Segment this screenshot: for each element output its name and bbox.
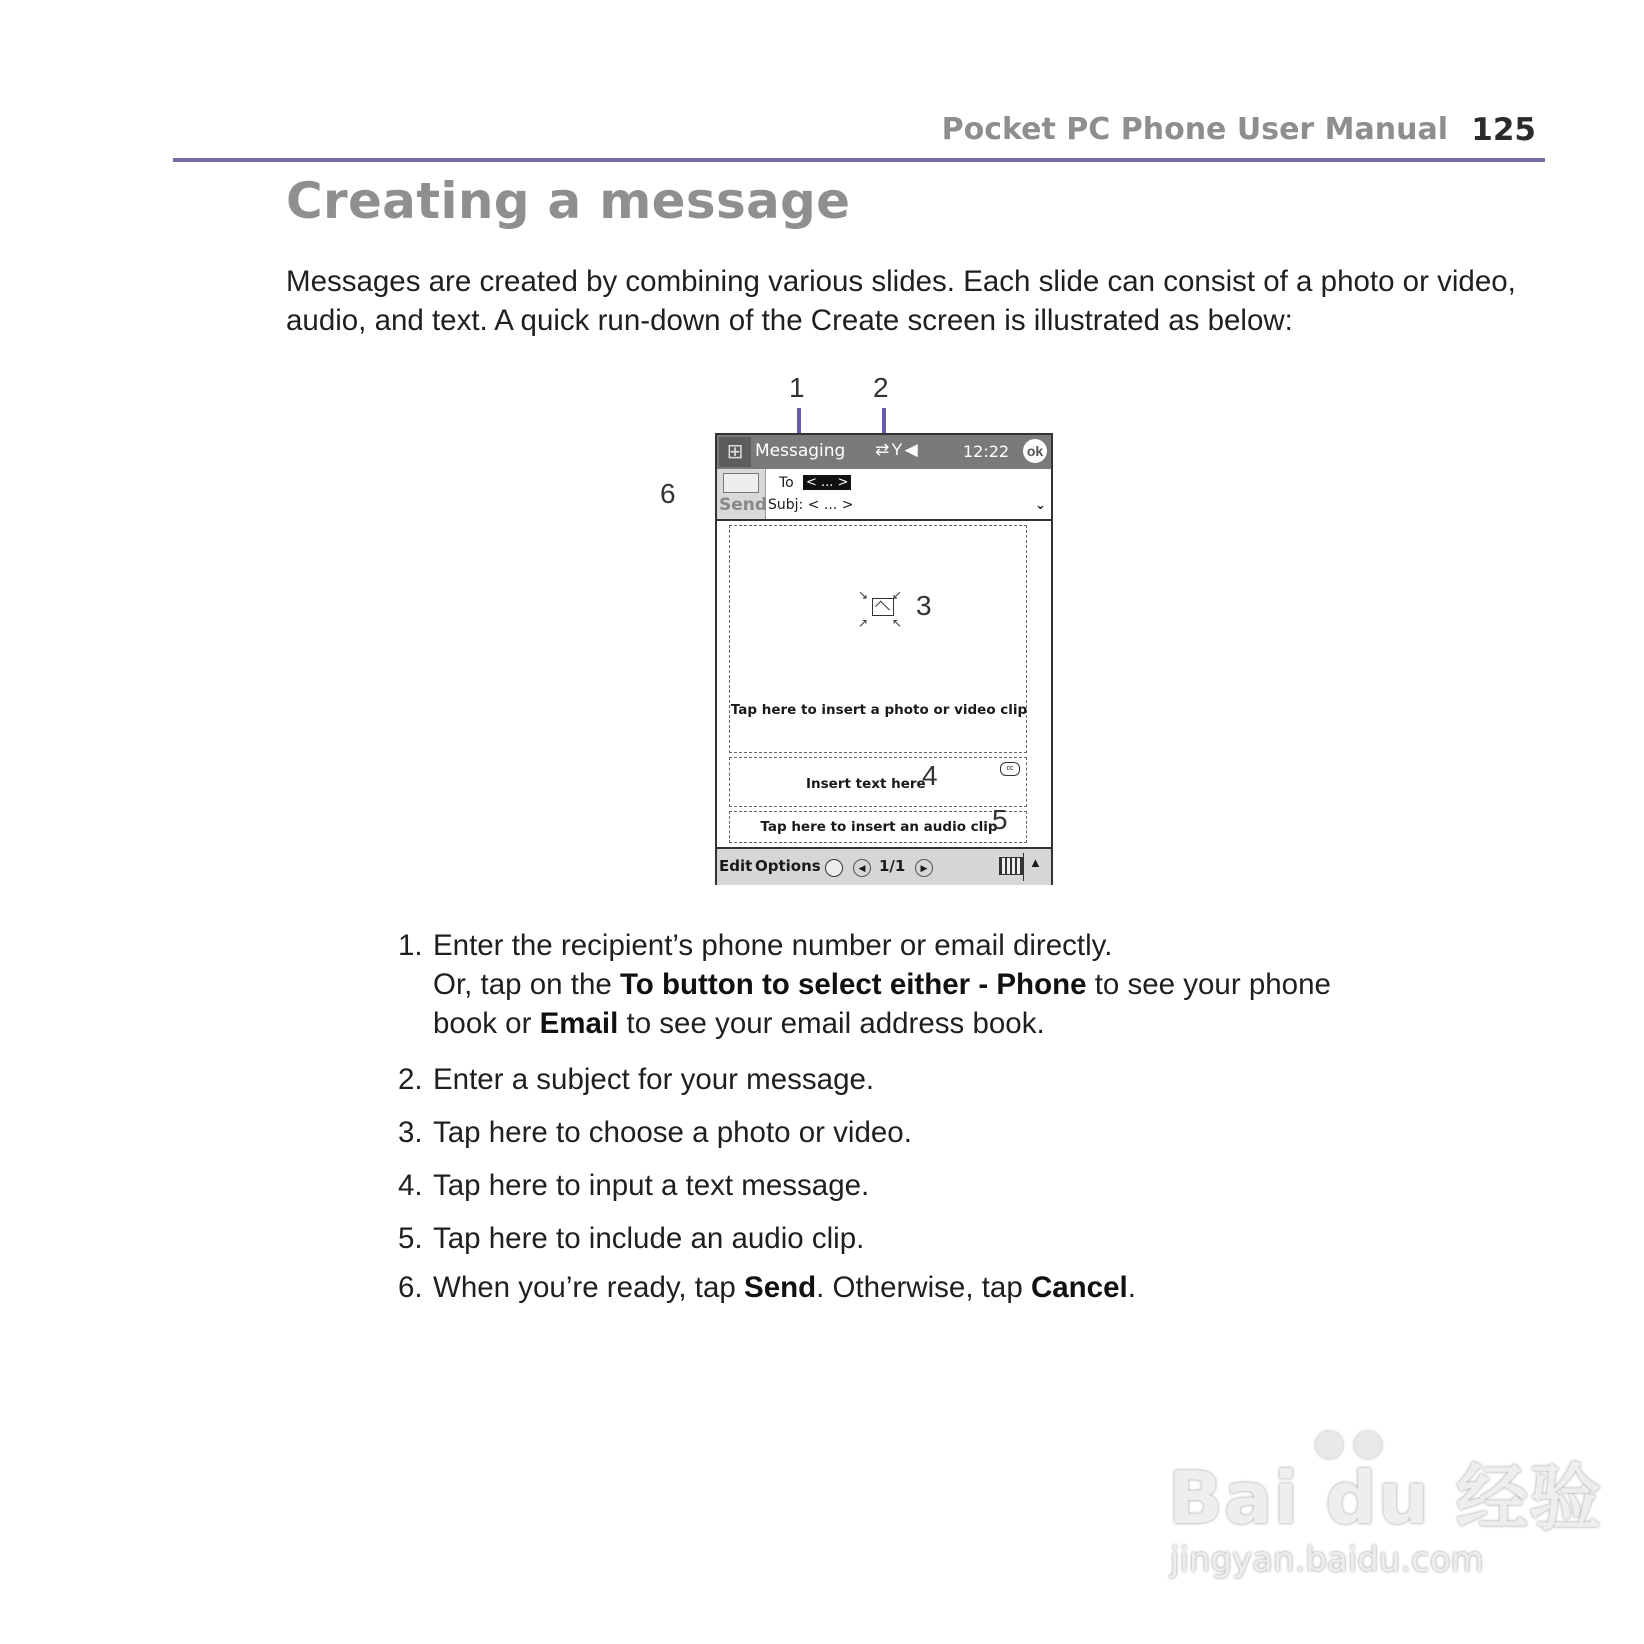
watermark-url: jingyan.baidu.com: [1170, 1540, 1484, 1580]
status-icons: [875, 440, 920, 460]
to-field[interactable]: < ... >: [803, 475, 851, 490]
step-text: Tap here to choose a photo or video.: [433, 1116, 912, 1149]
expand-arrow-icon: ↗: [858, 616, 869, 630]
clock[interactable]: 12:22: [963, 442, 1010, 461]
audio-area[interactable]: [729, 804, 1027, 843]
step-text: book or Email to see your email address book.: [433, 1007, 1045, 1040]
subject-field[interactable]: [768, 497, 853, 513]
step-text: When you’re ready, tap Send. Otherwise, tap Cancel.: [433, 1271, 1136, 1304]
send-button[interactable]: [717, 469, 766, 519]
photo-video-area[interactable]: [729, 525, 1027, 753]
edit-menu[interactable]: Edit: [719, 857, 753, 875]
chevron-down-icon[interactable]: ⌄: [1035, 497, 1046, 512]
list-item: [398, 1166, 1458, 1205]
callout-1: 1: [789, 372, 805, 403]
step-text: Tap here to input a text message.: [433, 1169, 870, 1202]
subject-label: Subj:: [768, 497, 804, 513]
step-text: Or, tap on the To button to select either - Phone to see your phone: [433, 968, 1331, 1001]
title-bar: [717, 435, 1051, 469]
callout-6: 6: [660, 478, 676, 509]
picture-icon: [872, 598, 894, 616]
step-text: Enter the recipient’s phone number or email directly.: [433, 929, 1113, 962]
list-item: [398, 1113, 1458, 1152]
next-slide-icon[interactable]: ▶: [915, 859, 933, 877]
chevron-up-icon[interactable]: ▲: [1029, 855, 1042, 870]
menu-bar: [717, 847, 1051, 885]
running-title: Pocket PC Phone User Manual: [941, 112, 1448, 147]
message-header: [717, 469, 1051, 521]
keyboard-icon[interactable]: [999, 857, 1023, 875]
ok-button[interactable]: ok: [1023, 439, 1047, 463]
divider: [1023, 853, 1024, 881]
previous-slide-icon[interactable]: ◀: [853, 859, 871, 877]
start-menu-icon[interactable]: ⊞: [719, 437, 751, 467]
audio-prompt: Tap here to insert an audio clip: [760, 819, 998, 835]
text-prompt: Insert text here: [806, 776, 926, 792]
callout-4: 4: [922, 760, 938, 791]
send-label: Send: [719, 495, 768, 515]
list-item: [398, 1268, 1458, 1307]
step-number: 6.: [398, 1271, 423, 1304]
header-rule: [173, 158, 1545, 162]
app-title: Messaging: [755, 441, 846, 461]
step-number: 1.: [398, 929, 423, 962]
step-number: 5.: [398, 1222, 423, 1255]
step-number: 4.: [398, 1169, 423, 1202]
page-number: 125: [1471, 112, 1536, 148]
speaker-icon[interactable]: ◀: [904, 440, 920, 459]
step-number: 2.: [398, 1063, 423, 1096]
subject-value: < ... >: [807, 497, 854, 513]
to-button[interactable]: To: [779, 475, 794, 491]
steps-list: [398, 926, 1458, 1307]
messaging-screen: [715, 433, 1053, 885]
callout-3: 3: [916, 590, 932, 621]
list-item: [398, 1060, 1458, 1099]
paw-logo-icon: ●●: [1310, 1405, 1388, 1477]
intro-paragraph: Messages are created by combining various slides. Each slide can consist of a photo or video, audio, and text. A quick run-down of the Create screen is illustrated as below:: [286, 265, 1516, 337]
expand-arrow-icon: ↖: [892, 616, 903, 630]
connectivity-icon[interactable]: ⇄: [875, 440, 892, 459]
speech-bubble-icon[interactable]: cc: [1000, 762, 1020, 776]
record-icon[interactable]: [825, 859, 843, 877]
step-text: Enter a subject for your message.: [433, 1063, 875, 1096]
list-item: [398, 1219, 1458, 1258]
photo-prompt: Tap here to insert a photo or video clip: [730, 702, 1028, 718]
options-menu[interactable]: Options: [755, 857, 821, 875]
step-text: Tap here to include an audio clip.: [433, 1222, 865, 1255]
expand-arrow-icon: ↘: [858, 588, 869, 602]
section-title: Creating a message: [286, 172, 851, 230]
step-number: 3.: [398, 1116, 423, 1149]
signal-icon[interactable]: Y: [891, 440, 905, 459]
page-indicator: 1/1: [879, 857, 906, 875]
list-item: [398, 926, 1458, 1043]
callout-5: 5: [992, 804, 1008, 835]
envelope-icon: [723, 473, 759, 493]
watermark-brand: Bai du 经验: [1168, 1456, 1603, 1540]
expand-arrow-icon: ↙: [892, 588, 903, 602]
callout-2: 2: [873, 372, 889, 403]
text-area[interactable]: [729, 757, 1027, 807]
